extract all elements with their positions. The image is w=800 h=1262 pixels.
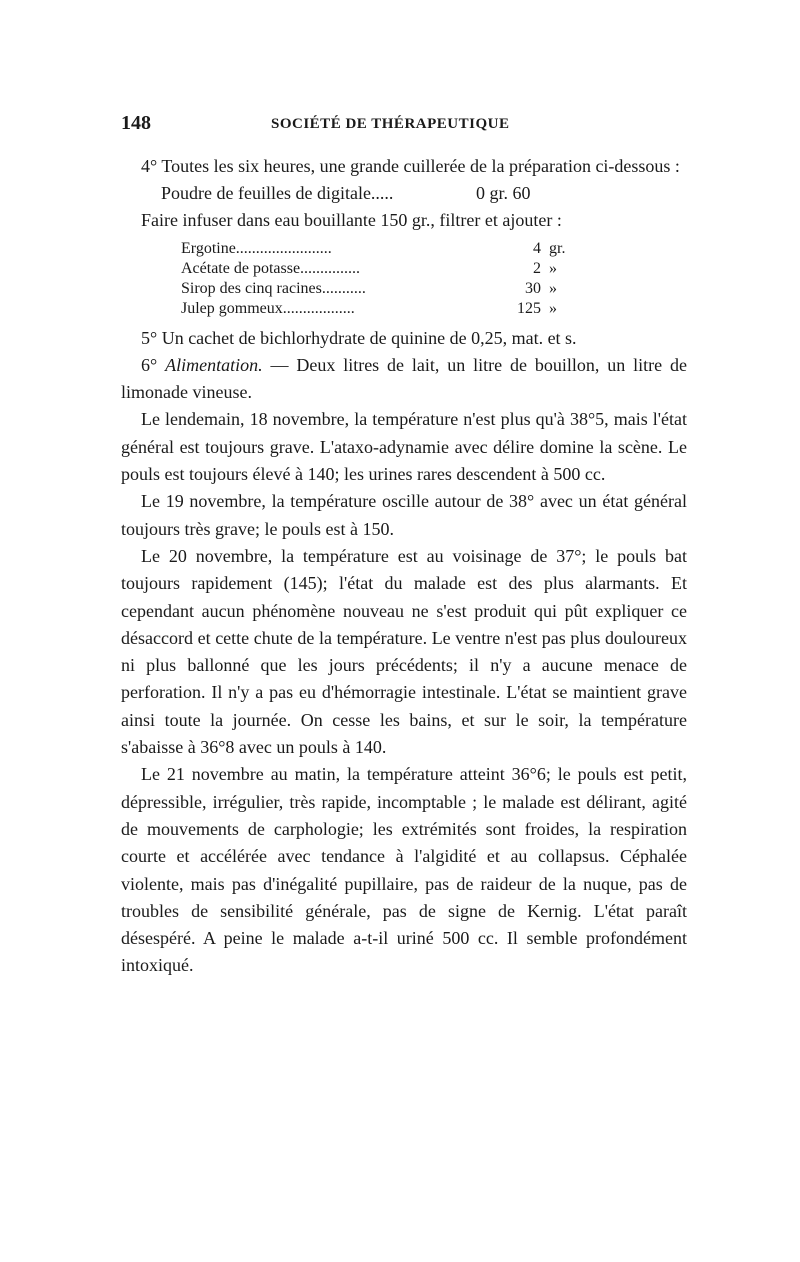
recipe-unit: » bbox=[549, 299, 557, 317]
prescription-item-6 bbox=[121, 352, 687, 407]
recipe-quantity: 4 bbox=[533, 239, 541, 257]
recipe-unit: » bbox=[549, 279, 557, 297]
recipe-list bbox=[181, 239, 687, 319]
recipe-row bbox=[181, 299, 687, 319]
formula-line bbox=[161, 180, 687, 207]
recipe-unit: gr. bbox=[549, 239, 566, 257]
formula-quantity: 0 gr. 60 bbox=[476, 183, 531, 204]
recipe-row bbox=[181, 259, 687, 279]
formula-label: Poudre de feuilles de digitale..... bbox=[161, 183, 394, 204]
infusion-instruction: Faire infuser dans eau bouillante 150 gr., filtrer et ajouter : bbox=[141, 210, 562, 231]
page-body bbox=[121, 153, 687, 980]
item-6-title: Alimentation. bbox=[165, 354, 263, 375]
paragraph: Le 21 novembre au matin, la température atteint 36°6; le pouls est petit, dépressible, irrégulier, très rapide, incomptable ; le malade est délirant, agité de mouvements de carphologie; les extrémités sont froides, la respiration courte et accélérée avec tendance à l'algidité et au collapsus. Céphalée violente, mais pas d'inégalité pupillaire, pas de raideur de la nuque, pas de troubles de sensibilité générale, pas de signe de Kernig. L'état paraît désespéré. A peine le malade a-t-il uriné 500 cc. Il semble profondément intoxiqué. bbox=[121, 764, 687, 976]
paragraph: Le lendemain, 18 novembre, la température n'est plus qu'à 38°5, mais l'état général est toujours grave. L'ataxo-adynamie avec délire domine la scène. Le pouls est toujours élevé à 140; les urines rares descendent à 500 cc. bbox=[121, 409, 687, 485]
recipe-quantity: 2 bbox=[533, 259, 541, 277]
recipe-quantity: 30 bbox=[525, 279, 541, 297]
prescription-item-5: 5° Un cachet de bichlorhydrate de quinine de 0,25, mat. et s. bbox=[141, 327, 577, 348]
recipe-label: Sirop des cinq racines........... bbox=[181, 279, 366, 297]
recipe-unit: » bbox=[549, 259, 557, 277]
running-head: SOCIÉTÉ DE THÉRAPEUTIQUE bbox=[271, 116, 510, 132]
paragraph: Le 19 novembre, la température oscille autour de 38° avec un état général toujours très grave; le pouls est à 150. bbox=[121, 491, 687, 539]
page-header bbox=[121, 112, 687, 142]
page-number: 148 bbox=[121, 112, 151, 134]
recipe-quantity: 125 bbox=[517, 299, 541, 317]
paragraph: Le 20 novembre, la température est au voisinage de 37°; le pouls bat toujours rapidement (145); l'état du malade est des plus alarmants. Et cependant aucun phénomène nouveau ne s'est produit qui pût expliquer ce désaccord et cette chute de la température. Le ventre n'est pas plus douloureux ni plus ballonné que les jours précédents; il n'y a aucune menace de perforation. Il n'y a pas eu d'hémorragie intestinale. L'état se maintient grave ainsi toute la journée. On cesse les bains, et sur le soir, la température s'abaisse à 36°8 avec un pouls à 140. bbox=[121, 545, 687, 758]
recipe-label: Acétate de potasse............... bbox=[181, 259, 361, 277]
prescription-item-4: 4° Toutes les six heures, une grande cuillerée de la préparation ci-dessous : bbox=[141, 156, 680, 176]
recipe-label: Julep gommeux.................. bbox=[181, 299, 355, 317]
recipe-row bbox=[181, 279, 687, 299]
item-6-prefix: 6° bbox=[141, 354, 158, 375]
item-6-text: — Deux litres de lait, un litre de bouillon, un litre de limonade vineuse. bbox=[121, 354, 687, 403]
recipe-label: Ergotine........................ bbox=[181, 239, 332, 257]
recipe-row bbox=[181, 239, 687, 259]
